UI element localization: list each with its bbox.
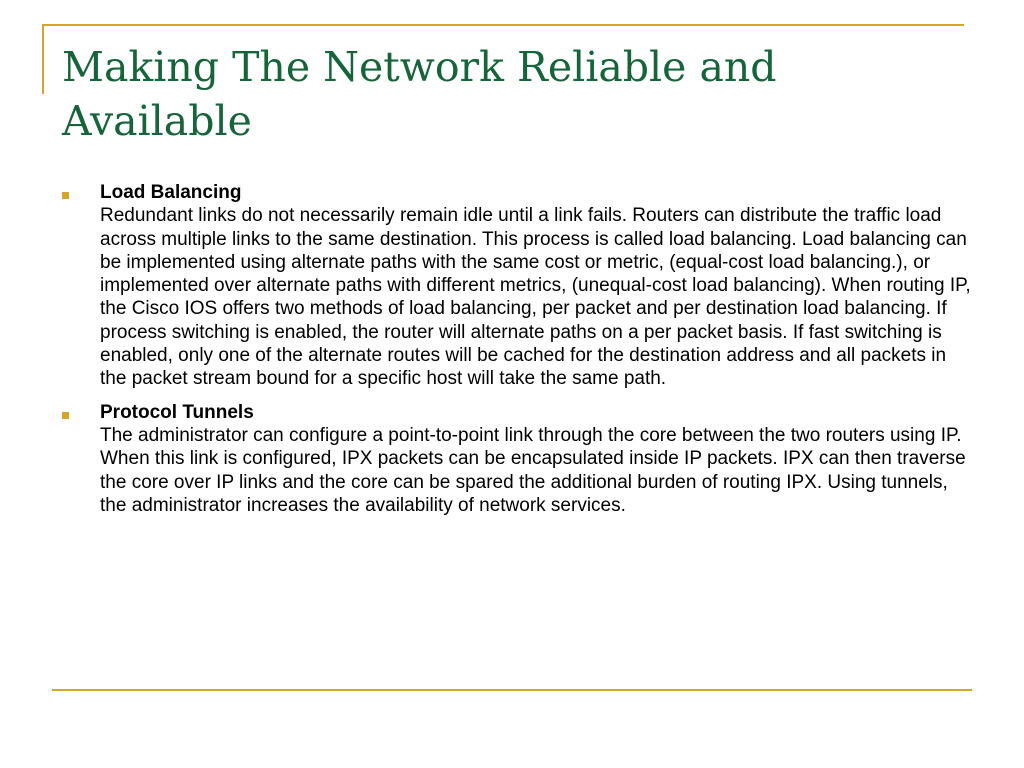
square-bullet-icon <box>62 412 69 419</box>
bullet-body: The administrator can configure a point-to-point link through the core between the two routers using IP. When this link is configured, IPX packets can be encapsulated inside IP packets. IPX can then traverse the core over IP links and the core can be spared the additional burden of routing IPX. Using tunnels, the administrator increases the availability of network services. <box>100 424 966 516</box>
bullet-protocol-tunnels <box>62 401 972 517</box>
left-accent-line <box>42 24 44 94</box>
bullet-heading: Protocol Tunnels <box>100 401 254 423</box>
square-bullet-icon <box>62 192 69 199</box>
bullet-heading: Load Balancing <box>100 182 242 203</box>
bullet-load-balancing <box>62 181 972 391</box>
top-accent-line <box>42 24 964 26</box>
slide-title: Making The Network Reliable and Available <box>62 43 777 145</box>
bottom-accent-line <box>52 689 972 691</box>
bullet-list <box>62 181 972 527</box>
bullet-body: Redundant links do not necessarily remain idle until a link fails. Routers can distribute the traffic load across multiple links to the same destination. This process is called load balancing. Load balancing can be implemented using alternate paths with the same cost or metric, (equal-cost load balancing.), or implemented over alternate paths with different metrics, (unequal-cost load balancing). When routing IP, the Cisco IOS offers two methods of load balancing, per packet and per destination load balancing. If process switching is enabled, the router will alternate paths on a per packet basis. If fast switching is enabled, only one of the alternate routes will be cached for the destination address and all packets in the packet stream bound for a specific host will take the same path. <box>100 205 971 390</box>
